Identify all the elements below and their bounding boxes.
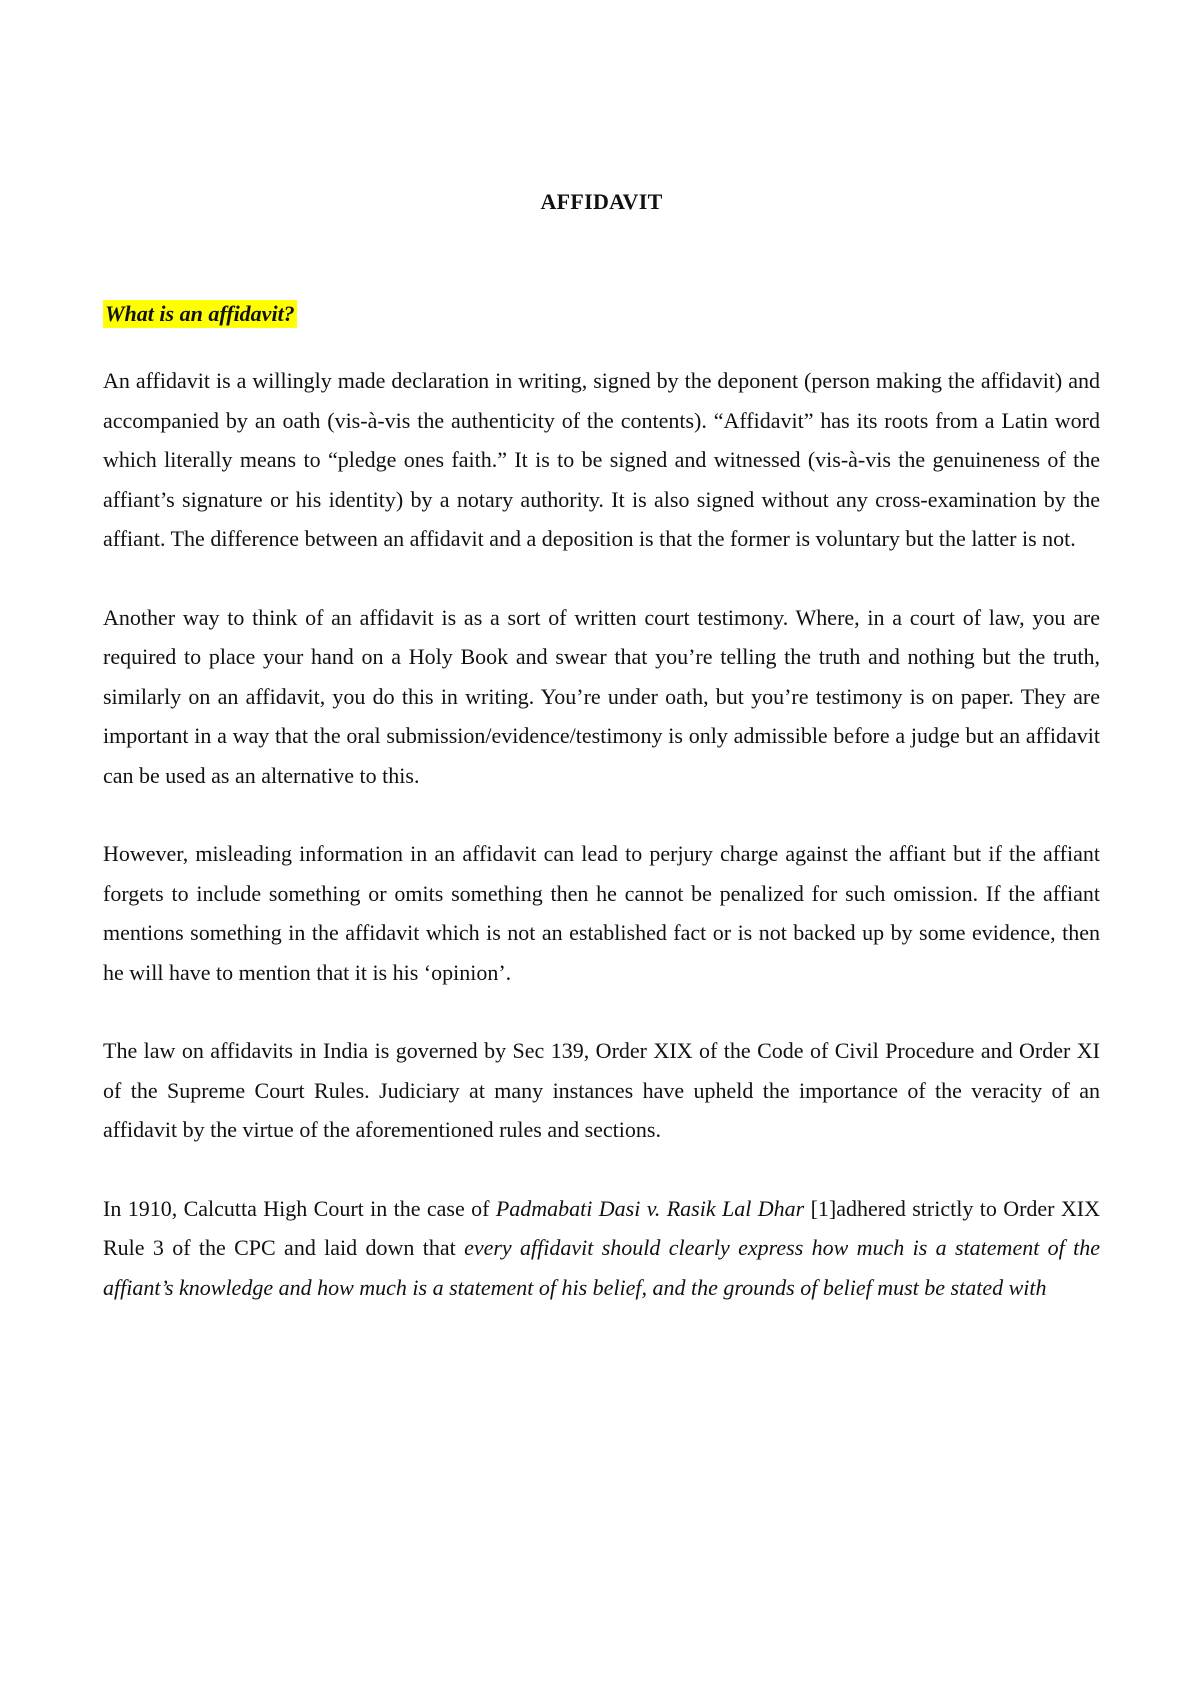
case-law-lead-text: In 1910, Calcutta High Court in the case of (103, 1195, 496, 1221)
section-heading (103, 300, 1100, 328)
paragraph-perjury: However, misleading information in an affidavit can lead to perjury charge against the affiant but if the affiant forgets to include something or omits something then he cannot be penalized for such omission. If the affiant mentions something in the affidavit which is not an established fact or is not backed up by some evidence, then he will have to mention that it is his ‘opinion’. (103, 841, 1100, 985)
paragraph-case-law (103, 1189, 1100, 1308)
paragraph-definition: An affidavit is a willingly made declaration in writing, signed by the deponent (person making the affidavit) and accompanied by an oath (vis-à-vis the authenticity of the contents). “Affidavit” has its roots from a Latin word which literally means to “pledge ones faith.” It is to be signed and witnessed (vis-à-vis the genuineness of the affiant’s signature or his identity) by a notary authority. It is also signed without any cross-examination by the affiant. The difference between an affidavit and a deposition is that the former is voluntary but the latter is not. (103, 368, 1100, 551)
document-title: AFFIDAVIT (540, 189, 663, 214)
case-law-quote: every affidavit should clearly express how much is a statement of the affiant’s knowledge and how much is a statement of his belief, and the grounds of belief must be stated with (103, 1235, 1101, 1300)
highlighted-heading-text: What is an affidavit? (105, 301, 295, 326)
case-name: Padmabati Dasi v. Rasik Lal Dhar (495, 1195, 805, 1221)
case-law-middle-text: [1]adhered strictly to Order XIX Rule 3 of the CPC and laid down that (103, 1195, 1100, 1260)
paragraph-court-testimony: Another way to think of an affidavit is as a sort of written court testimony. Where, in a court of law, you are required to place your hand on a Holy Book and swear that you’re telling the truth and nothing but the truth, similarly on an affidavit, you do this in writing. You’re under oath, but you’re testimony is on paper. They are important in a way that the oral submission/evidence/testimony is only admissible before a judge but an affidavit can be used as an alternative to this. (103, 604, 1100, 788)
paragraph-law-india: The law on affidavits in India is governed by Sec 139, Order XIX of the Code of Civil Procedure and Order XI of the Supreme Court Rules. Judiciary at many instances have upheld the importance of the veracity of an affidavit by the virtue of the aforementioned rules and sections. (103, 1038, 1100, 1142)
